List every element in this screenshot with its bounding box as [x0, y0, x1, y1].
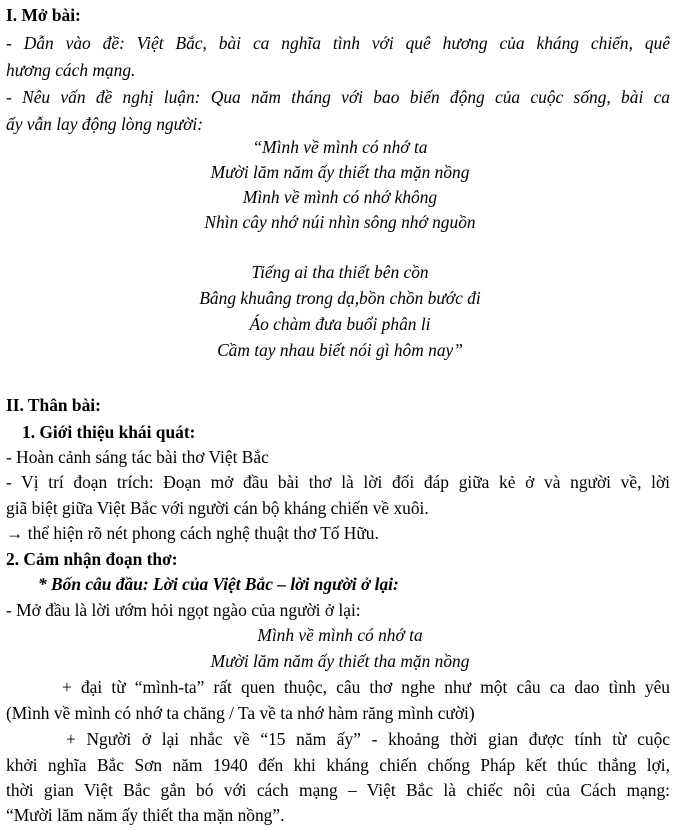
poem-line: Tiếng ai tha thiết bên cồn	[251, 262, 429, 282]
point-2-line: thời gian Việt Bắc gắn bó với cách mạng – Việt Bắc là chiếc nôi của Cách mạng:	[6, 780, 670, 800]
intro-line-2: hương cách mạng.	[6, 60, 136, 80]
heading-than-bai: II. Thân bài:	[6, 395, 101, 415]
point-2-line: “Mười lăm năm ấy thiết tha mặn nồng”.	[6, 805, 285, 825]
poem-line: Mười lăm năm ấy thiết tha mặn nồng	[210, 162, 470, 182]
section-1-line: - Vị trí đoạn trích: Đoạn mở đầu bài thơ là lời đối đáp giữa kẻ ở và người về, lời	[6, 472, 670, 492]
quote-line: Mình về mình có nhớ ta	[257, 625, 423, 645]
quote-line: Mười lăm năm ấy thiết tha mặn nồng	[210, 651, 470, 671]
point-1-line: + đại từ “mình-ta” rất quen thuộc, câu thơ nghe như một câu ca dao tình yêu	[62, 677, 670, 697]
subsection-heading: * Bốn câu đầu: Lời của Việt Bắc – lời người ở lại:	[38, 574, 399, 594]
poem-line: Bâng khuâng trong dạ,bồn chồn bước đi	[199, 288, 481, 308]
poem-line: Mình về mình có nhớ không	[242, 187, 438, 207]
intro-line-1: - Dẫn vào đề: Việt Bắc, bài ca nghĩa tình với quê hương của kháng chiến, quê	[6, 33, 670, 53]
point-2-line: khởi nghĩa Bắc Sơn năm 1940 đến khi kháng chiến chống Pháp kết thúc thắng lợi,	[6, 755, 670, 775]
section-2-heading: 2. Cảm nhận đoạn thơ:	[6, 549, 178, 569]
poem-line: Áo chàm đưa buổi phân li	[249, 314, 431, 334]
poem-line: Nhìn cây nhớ núi nhìn sông nhớ nguồn	[204, 212, 476, 232]
section-1-heading: 1. Giới thiệu khái quát:	[22, 422, 196, 442]
heading-mo-bai: I. Mở bài:	[6, 5, 81, 25]
point-2-line: + Người ở lại nhắc về “15 năm ấy” - khoảng thời gian được tính từ cuộc	[66, 729, 670, 749]
section-1-line: → thể hiện rõ nét phong cách nghệ thuật thơ Tố Hữu.	[6, 523, 379, 543]
opening-line: - Mở đầu là lời ướm hỏi ngọt ngào của người ở lại:	[6, 600, 361, 620]
poem-line: “Mình về mình có nhớ ta	[252, 137, 428, 157]
section-1-line: - Hoàn cảnh sáng tác bài thơ Việt Bắc	[6, 447, 269, 467]
issue-line-2: ấy vẫn lay động lòng người:	[6, 114, 203, 134]
issue-line-1: - Nêu vấn đề nghị luận: Qua năm tháng với bao biến động của cuộc sống, bài ca	[6, 87, 670, 107]
poem-line: Cầm tay nhau biết nói gì hôm nay”	[217, 340, 463, 360]
section-1-line: giã biệt giữa Việt Bắc với người cán bộ kháng chiến về xuôi.	[6, 498, 429, 518]
point-1-line: (Mình về mình có nhớ ta chăng / Ta về ta nhớ hàm răng mình cười)	[6, 703, 475, 723]
